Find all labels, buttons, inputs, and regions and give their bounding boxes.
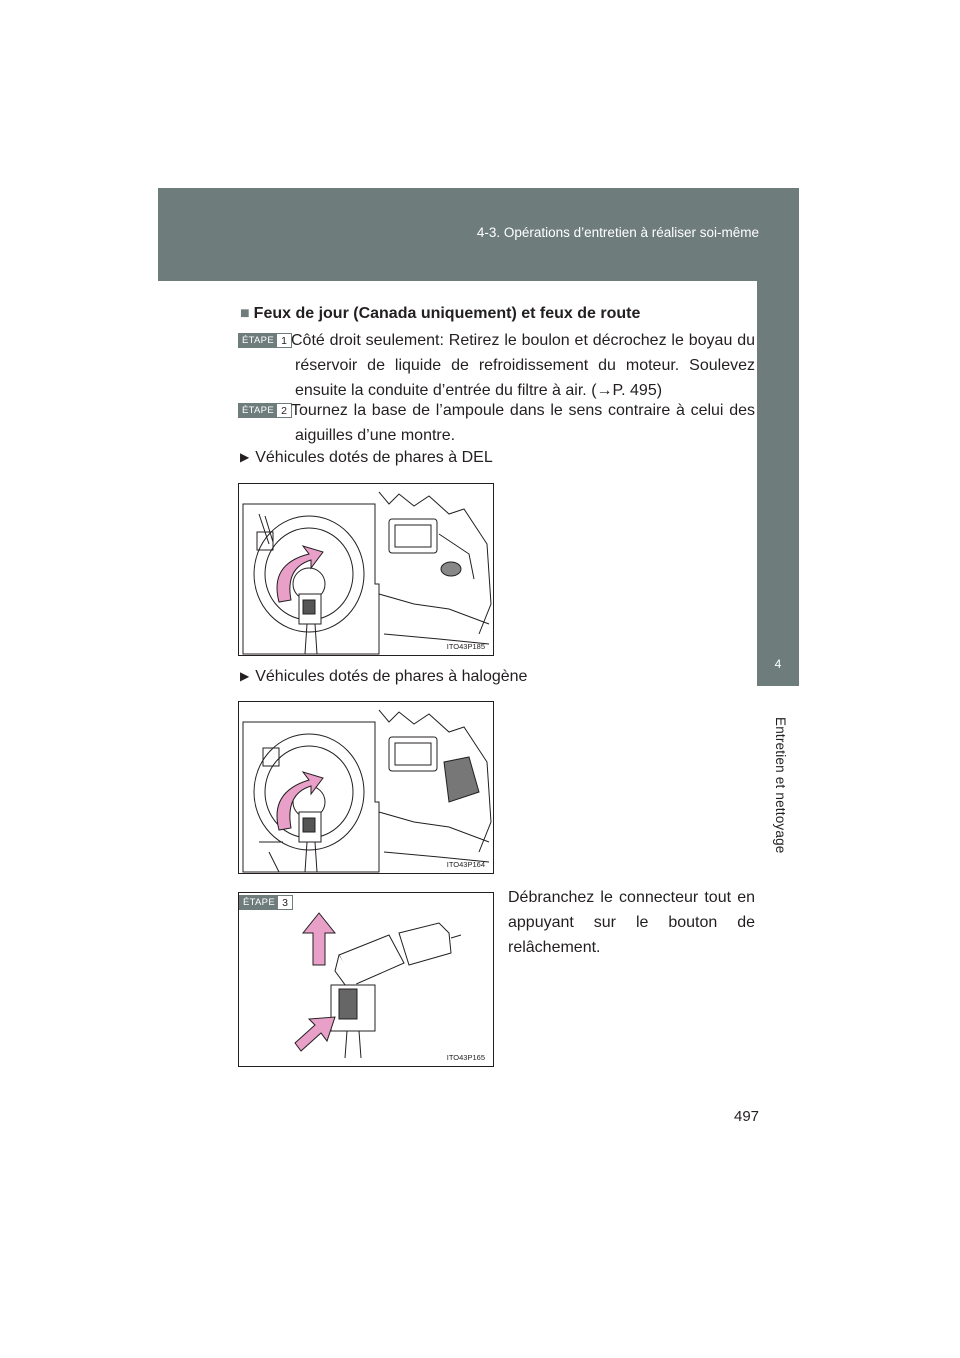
section-title-text: Feux de jour (Canada uniquement) et feux de route	[253, 305, 641, 322]
step-badge-number: 2	[277, 404, 291, 417]
pull-up-arrow-icon	[303, 913, 335, 965]
step-badge-2	[238, 403, 292, 418]
chapter-number: 4	[774, 657, 782, 671]
step-1-text: Côté droit seulement: Retirez le boulon et décrochez le boyau du réservoir de liquide de refroidissement du moteur. Soulevez ensuite la conduite d’entrée du filtre à air. (→P. 495)	[291, 332, 755, 399]
step-badge-label: ÉTAPE	[239, 404, 277, 417]
headlamp-illustration	[239, 702, 495, 875]
section-title	[240, 305, 640, 323]
section-marker-icon: ■	[240, 305, 250, 322]
push-arrow-icon	[295, 1017, 335, 1051]
step-badge-1	[238, 333, 292, 348]
bullet-led-vehicles	[240, 449, 493, 467]
figure-code: ITO43P164	[446, 860, 485, 869]
triangle-bullet-icon: ▶	[240, 450, 250, 464]
chapter-side-tab	[757, 281, 799, 686]
bullet-text: Véhicules dotés de phares à halogène	[255, 668, 528, 685]
triangle-bullet-icon: ▶	[240, 669, 250, 683]
figure-led-headlamp	[238, 483, 494, 656]
step-badge-label: ÉTAPE	[239, 334, 277, 347]
chapter-side-label: Entretien et nettoyage	[773, 717, 788, 854]
page-number: 497	[734, 1108, 760, 1125]
figure-code: ITO43P165	[446, 1053, 485, 1062]
chapter-title: 4-3. Opérations d’entretien à réaliser soi-même	[476, 225, 759, 240]
step-3-text: Débranchez le connecteur tout en appuyant sur le bouton de relâchement.	[508, 889, 755, 956]
figure-connector-release	[238, 892, 494, 1067]
chapter-header-band	[158, 188, 799, 281]
bullet-halogen-vehicles	[240, 668, 527, 686]
figure-halogen-headlamp	[238, 701, 494, 874]
bullet-text: Véhicules dotés de phares à DEL	[255, 449, 493, 466]
step-badge-number: 3	[278, 896, 292, 909]
headlamp-illustration	[239, 484, 495, 657]
step-badge-label: ÉTAPE	[240, 896, 278, 909]
connector-illustration	[239, 893, 495, 1068]
step-badge-number: 1	[277, 334, 291, 347]
step-2-text: Tournez la base de l’ampoule dans le sens contraire à celui des aiguilles d’une montre.	[291, 402, 755, 444]
figure-code: ITO43P185	[446, 642, 485, 651]
step-badge-3	[239, 895, 293, 910]
